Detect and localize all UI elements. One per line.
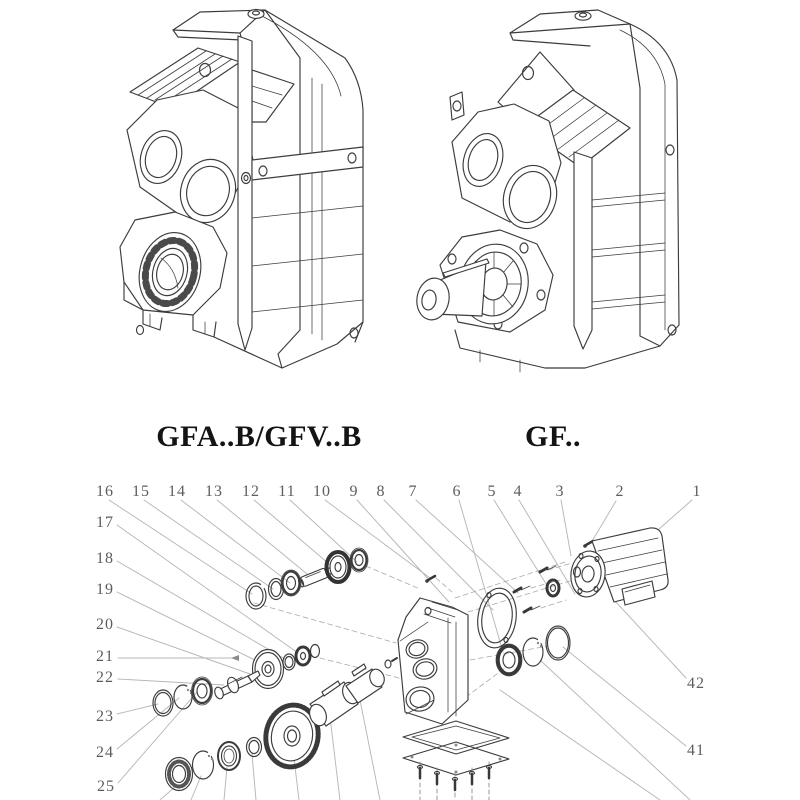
figure-gf-drawing xyxy=(414,10,679,372)
callout-41: 41 xyxy=(687,742,705,759)
callout-4: 4 xyxy=(513,483,523,500)
callout-7: 7 xyxy=(408,483,418,500)
callout-14: 14 xyxy=(168,483,186,500)
callout-2: 2 xyxy=(615,483,625,500)
callout-24: 24 xyxy=(96,744,114,761)
part-bottom-seal xyxy=(218,742,240,770)
part-stage2-pinion-gear xyxy=(296,647,310,665)
callout-22: 22 xyxy=(96,669,114,686)
part-output-bearing-small xyxy=(496,644,522,676)
callout-42: 42 xyxy=(687,675,705,692)
figure-gfab-gfvb-drawing xyxy=(120,10,363,369)
callout-1: 1 xyxy=(692,483,702,500)
callout-8: 8 xyxy=(376,483,386,500)
part-o-ring xyxy=(546,626,570,660)
callout-12: 12 xyxy=(242,483,260,500)
callout-17: 17 xyxy=(96,514,114,531)
callout-16: 16 xyxy=(96,483,114,500)
part-bottom-ball-bearing xyxy=(166,758,193,791)
part-stage2-ring-2 xyxy=(153,690,173,716)
callout-11: 11 xyxy=(278,483,296,500)
callout-19: 19 xyxy=(96,581,114,598)
model-label-gfab-gfvb: GFA..B/GFV..B xyxy=(156,420,362,453)
part-small-bearing xyxy=(547,580,559,596)
part-stage2-ring xyxy=(311,645,320,658)
callout-3: 3 xyxy=(555,483,565,500)
callout-9: 9 xyxy=(349,483,359,500)
callout-5: 5 xyxy=(487,483,497,500)
part-stage2-shaft xyxy=(213,671,260,700)
part-input-gear xyxy=(327,552,350,582)
callout-20: 20 xyxy=(96,616,114,633)
callout-23: 23 xyxy=(96,708,114,725)
callout-18: 18 xyxy=(96,550,114,567)
callout-6: 6 xyxy=(452,483,462,500)
callout-10: 10 xyxy=(313,483,331,500)
part-housing xyxy=(398,598,468,724)
model-label-gf: GF.. xyxy=(525,420,581,453)
part-input-bearing xyxy=(281,570,301,596)
part-gasket-ring xyxy=(474,586,520,651)
part-base-gasket xyxy=(403,721,509,754)
part-stage2-bearing xyxy=(192,677,213,705)
exploded-view xyxy=(109,500,692,800)
part-output-shaft xyxy=(307,658,397,728)
part-bottom-circlip xyxy=(193,751,214,779)
part-motor-bolt xyxy=(583,541,593,548)
callout-15: 15 xyxy=(132,483,150,500)
part-input-bearing-2 xyxy=(350,548,368,572)
part-motor xyxy=(568,528,668,605)
callout-25: 25 xyxy=(97,778,115,795)
part-circlip xyxy=(523,638,543,666)
callout-13: 13 xyxy=(205,483,223,500)
part-stage2-circlip xyxy=(174,685,192,709)
part-stage2-gear xyxy=(253,650,284,689)
part-input-retaining-ring xyxy=(246,583,266,609)
part-stage2-washer xyxy=(283,654,295,670)
part-bottom-washer xyxy=(247,738,262,757)
callout-21: 21 xyxy=(96,648,114,665)
